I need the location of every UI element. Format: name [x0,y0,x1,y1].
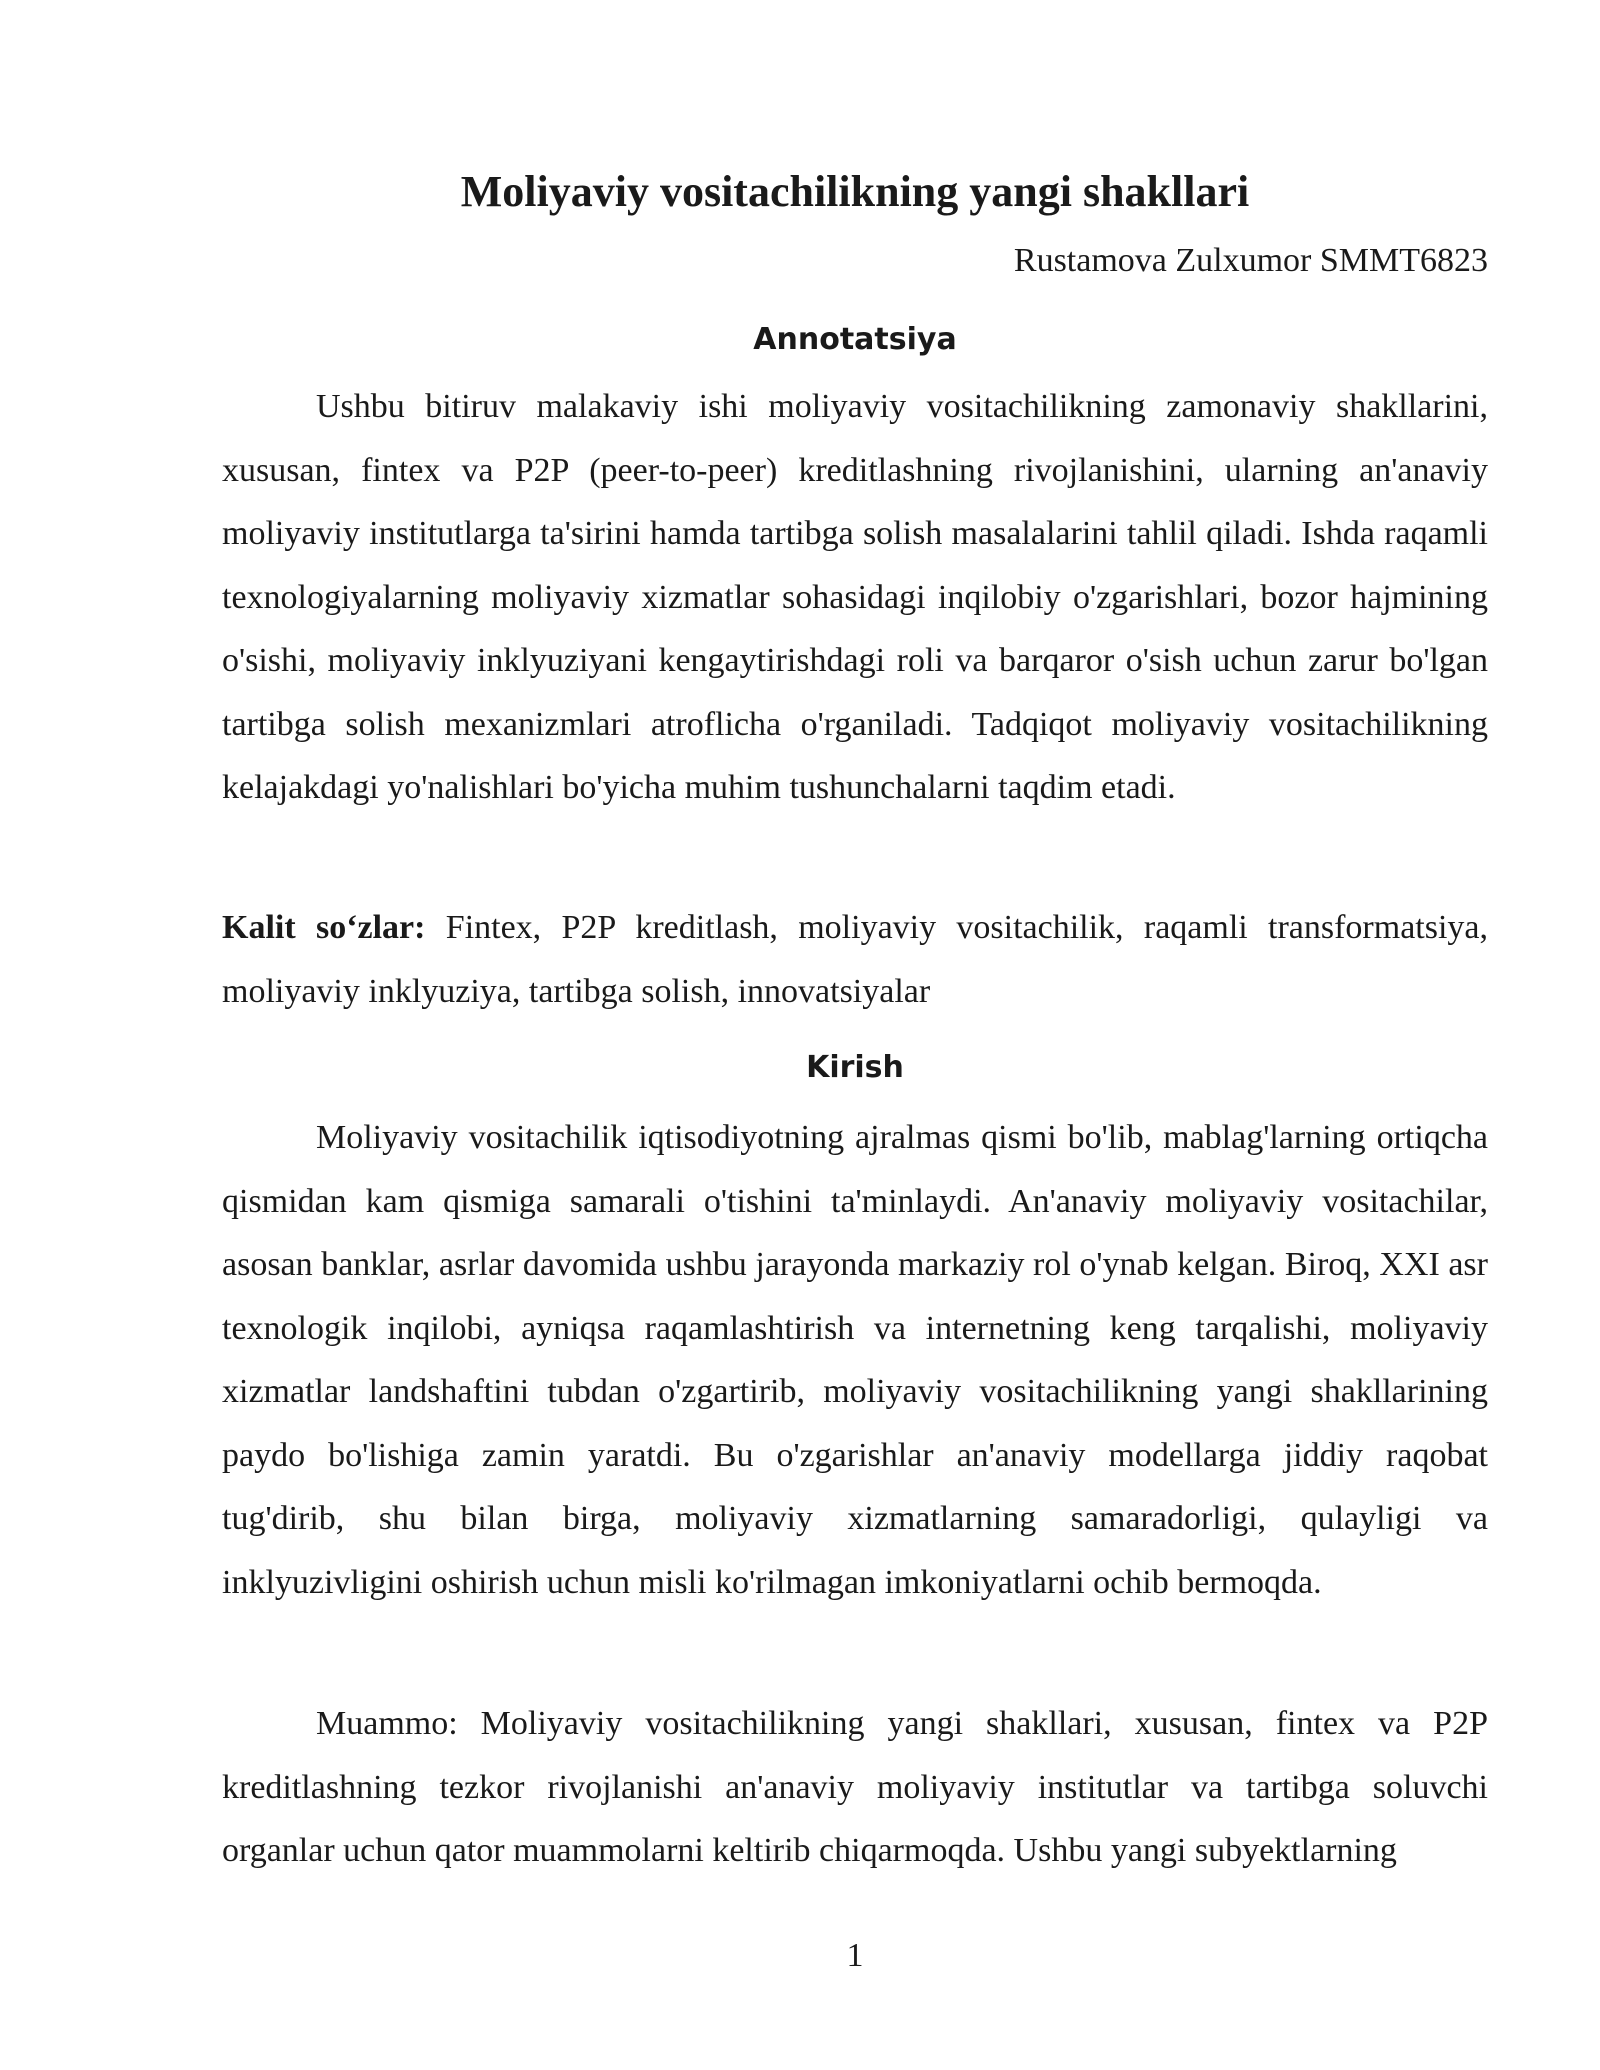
abstract-heading: Annotatsiya [753,322,957,357]
abstract-paragraph: Ushbu bitiruv malakaviy ishi moliyaviy vositachilikning zamonaviy shakllarini, xususan, fintex va P2P (peer-to-peer) kreditlashning rivojlanishini, ularning an'anaviy moliyaviy institutlarga ta'sirini hamda tartibga solish masalalarini tahlil qiladi. Ishda raqamli texnologiyalarning moliyaviy xizmatlar sohasidagi inqilobiy o'zgarishlari, bozor hajmining o'sishi, moliyaviy inklyuziyani kengaytirishdagi roli va barqaror o'sish uchun zarur bo'lgan tartibga solish mexanizmlari atroflicha o'rganiladi. Tadqiqot moliyaviy vositachilikning kelajakdagi yo'nalishlari bo'yicha muhim tushunchalarni taqdim etadi. [222,388,1488,806]
intro-paragraph: Moliyaviy vositachilik iqtisodiyotning ajralmas qismi bo'lib, mablag'larning ortiqcha qismidan kam qismiga samarali o'tishini ta'minlaydi. An'anaviy moliyaviy vositachilar, asosan banklar, asrlar davomida ushbu jarayonda markaziy rol o'ynab kelgan. Biroq, XXI asr texnologik inqilobi, ayniqsa raqamlashtirish va internetning keng tarqalishi, moliyaviy xizmatlar landshaftini tubdan o'zgartirib, moliyaviy vositachilikning yangi shakllarining paydo bo'lishiga zamin yaratdi. Bu o'zgarishlar an'anaviy modellarga jiddiy raqobat tug'dirib, shu bilan birga, moliyaviy xizmatlarning samaradorligi, qulayligi va inklyuzivligini oshirish uchun misli ko'rilmagan imkoniyatlarni ochib bermoqda. [222,1119,1488,1601]
keywords-text: Fintex, P2P kreditlash, moliyaviy vositachilik, raqamli transformatsiya, moliyaviy inklyuziya, tartibga solish, innovatsiyalar [222,909,1489,1010]
document-title: Moliyaviy vositachilikning yangi shakllari [460,167,1250,216]
problem-paragraph: Muammo: Moliyaviy vositachilikning yangi shakllari, xususan, fintex va P2P kreditlashning tezkor rivojlanishi an'anaviy moliyaviy institutlar va tartibga soluvchi organlar uchun qator muammolarni keltirib chiqarmoqda. Ushbu yangi subyektlarning [222,1705,1488,1869]
intro-heading: Kirish [806,1050,904,1085]
author-line: Rustamova Zulxumor SMMT6823 [1013,242,1488,279]
keywords-paragraph [222,896,1488,1023]
document-page [222,0,1488,2070]
page-number: 1 [846,1937,864,1974]
keywords-label: Kalit so‘zlar: [222,909,426,946]
